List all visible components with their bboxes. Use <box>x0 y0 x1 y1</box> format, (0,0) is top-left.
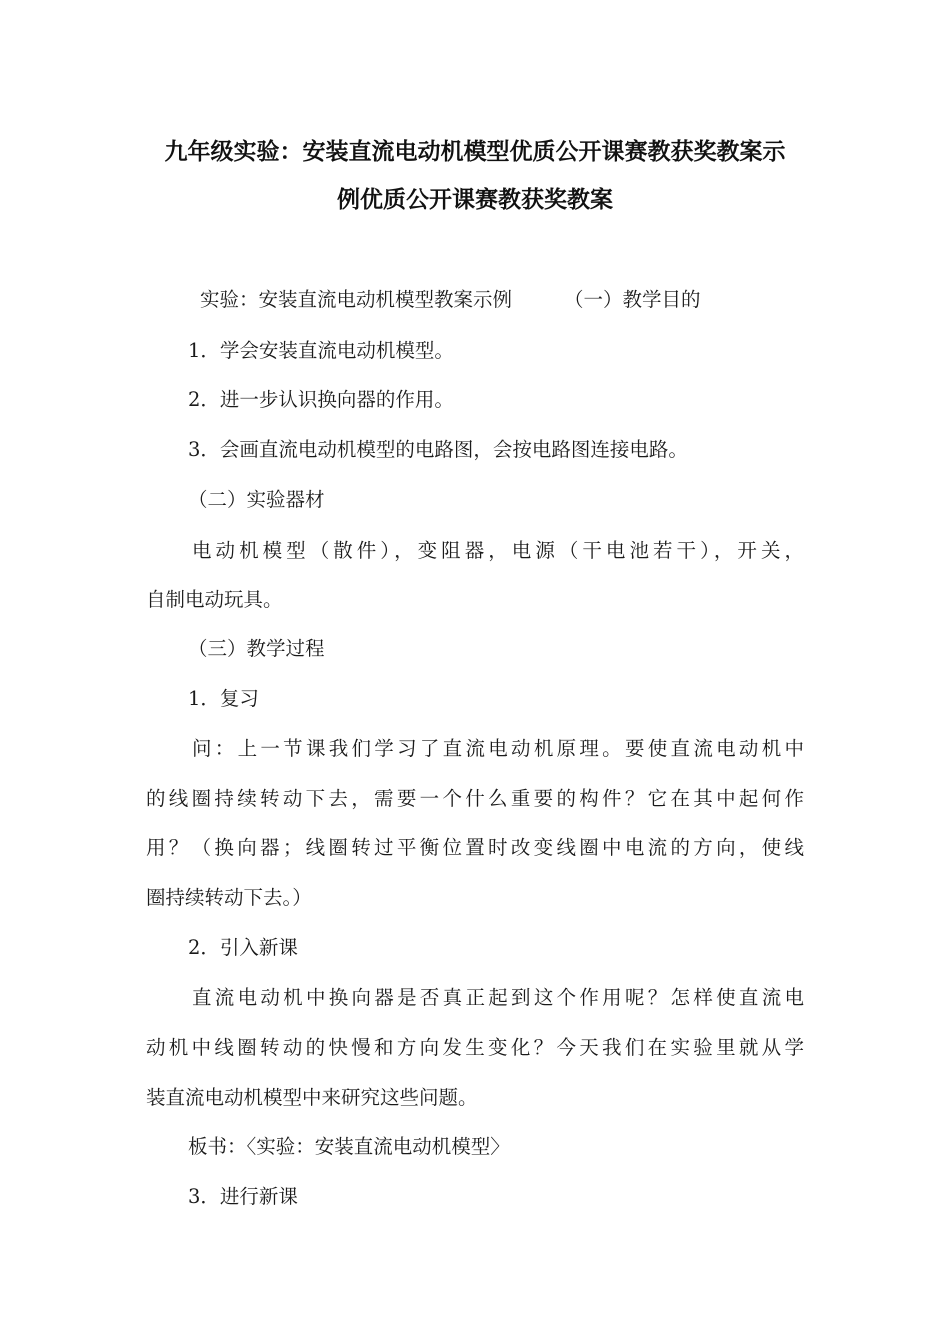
step-2-heading: 2．引入新课 <box>188 936 298 959</box>
new-lesson-paragraph-line-3: 装直流电动机模型中来研究这些问题。 <box>146 1086 478 1109</box>
document-title-line-1: 九年级实验：安装直流电动机模型优质公开课赛教获奖教案示 <box>164 139 786 165</box>
section-1-heading: （一）教学目的 <box>564 288 701 311</box>
lesson-plan-label: 实验：安装直流电动机模型教案示例 <box>200 288 513 311</box>
equipment-line-2: 自制电动玩具。 <box>146 588 283 611</box>
step-1-heading: 1．复习 <box>188 687 259 710</box>
goal-item-1: 1．学会安装直流电动机模型。 <box>188 339 454 362</box>
review-paragraph-line-4: 圈持续转动下去。） <box>146 886 312 909</box>
review-paragraph-line-3: 用？（换向器；线圈转过平衡位置时改变线圈中电流的方向，使线 <box>146 836 804 859</box>
goal-item-3: 3．会画直流电动机模型的电路图，会按电路图连接电路。 <box>188 438 688 461</box>
review-paragraph-line-2: 的线圈持续转动下去，需要一个什么重要的构件？它在其中起何作 <box>146 787 804 810</box>
new-lesson-paragraph-line-2: 动机中线圈转动的快慢和方向发生变化？今天我们在实验里就从学 <box>146 1036 804 1059</box>
section-2-heading: （二）实验器材 <box>188 488 325 511</box>
section-3-heading: （三）教学过程 <box>188 637 325 660</box>
equipment-line-1: 电动机模型（散件），变阻器，电源（干电池若干），开关， <box>192 539 804 562</box>
blackboard-note: 板书：〈实验：安装直流电动机模型〉 <box>188 1135 510 1158</box>
review-paragraph-line-1: 问：上一节课我们学习了直流电动机原理。要使直流电动机中 <box>192 737 804 760</box>
new-lesson-paragraph-line-1: 直流电动机中换向器是否真正起到这个作用呢？怎样使直流电 <box>192 986 804 1009</box>
goal-item-2: 2．进一步认识换向器的作用。 <box>188 388 454 411</box>
step-3-heading: 3．进行新课 <box>188 1185 298 1208</box>
intro-heading-line <box>200 287 806 313</box>
document-title-line-2: 例优质公开课赛教获奖教案 <box>337 187 613 213</box>
